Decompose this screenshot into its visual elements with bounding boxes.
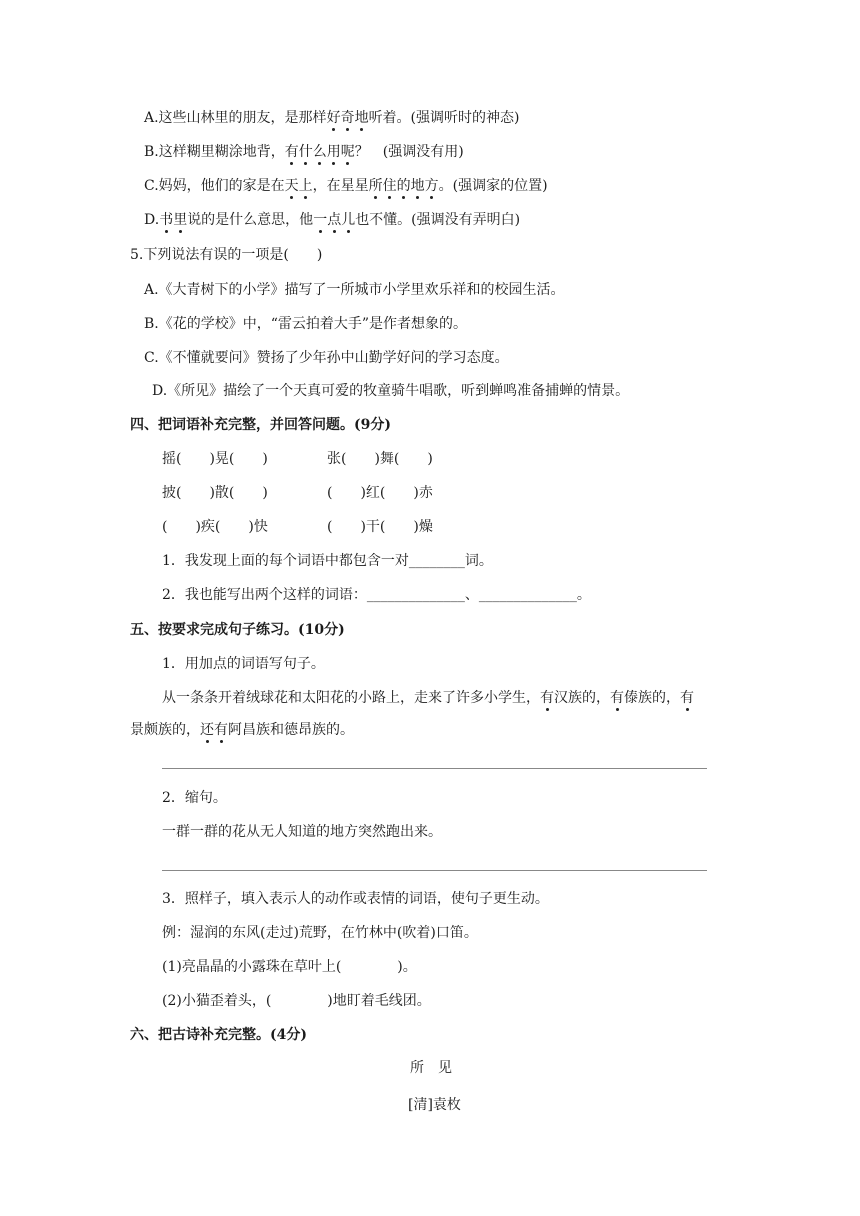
section4-q1: 1．我发现上面的每个词语中都包含一对________词。 — [162, 553, 493, 569]
q5-stem: 5.下列说法有误的一项是( ) — [130, 247, 323, 263]
q5-option-d: D.《所见》描绘了一个天真可爱的牧童骑牛唱歌，听到蝉鸣准备捕蝉的情景。 — [152, 383, 630, 399]
poem-author: [清]袁枚 — [408, 1097, 461, 1113]
q4-option-a: A.这些山林里的朋友，是那样好奇地听着。(强调听时的神态) — [144, 110, 520, 126]
word-1-1: 摇( )晃( ) — [162, 451, 268, 467]
word-3-2: ( )干( )燥 — [327, 519, 433, 535]
section4-q2: 2．我也能写出两个这样的词语：______________、______________。 — [162, 587, 591, 603]
section5-heading: 五、按要求完成句子练习。(10分) — [130, 622, 345, 638]
section5-q2-title: 2．缩句。 — [162, 790, 227, 806]
section5-q3-2: (2)小猫歪着头，( )地盯着毛线团。 — [162, 993, 431, 1009]
poem-title: 所 见 — [410, 1060, 452, 1076]
section5-q3-title: 3．照样子，填入表示人的动作或表情的词语，使句子更生动。 — [162, 891, 549, 907]
q4-option-d: D.书里说的是什么意思，他一点儿也不懂。(强调没有弄明白) — [144, 212, 521, 228]
word-2-1: 披( )散( ) — [162, 485, 268, 501]
section5-q1-line2: 景颇族的，还有阿昌族和德昂族的。 — [130, 722, 354, 738]
section5-q1-title: 1．用加点的词语写句子。 — [162, 656, 325, 672]
q5-option-c: C.《不懂就要问》赞扬了少年孙中山勤学好问的学习态度。 — [144, 350, 509, 366]
section5-q3-example: 例：湿润的东风(走过)荒野，在竹林中(吹着)口笛。 — [162, 925, 478, 941]
answer-line-1[interactable] — [162, 768, 707, 769]
q4-option-c: C.妈妈，他们的家是在天上，在星星所住的地方。(强调家的位置) — [144, 178, 548, 194]
word-1-2: 张( )舞( ) — [327, 451, 433, 467]
q5-option-b: B.《花的学校》中，“雷云拍着大手”是作者想象的。 — [144, 316, 468, 332]
q4-option-b: B.这样糊里糊涂地背，有什么用呢？ (强调没有用) — [144, 144, 464, 160]
section5-q3-1: (1)亮晶晶的小露珠在草叶上( )。 — [162, 959, 417, 975]
answer-line-2[interactable] — [162, 870, 707, 871]
word-3-1: ( )疾( )快 — [162, 519, 268, 535]
section5-q2-text: 一群一群的花从无人知道的地方突然跑出来。 — [162, 824, 442, 840]
section4-heading: 四、把词语补充完整，并回答问题。(9分) — [130, 417, 391, 433]
q5-option-a: A.《大青树下的小学》描写了一所城市小学里欢乐祥和的校园生活。 — [144, 282, 565, 298]
section6-heading: 六、把古诗补充完整。(4分) — [130, 1027, 307, 1043]
section5-q1-line1: 从一条条开着绒球花和太阳花的小路上，走来了许多小学生，有汉族的，有傣族的，有 — [162, 690, 694, 706]
word-2-2: ( )红( )赤 — [327, 485, 433, 501]
